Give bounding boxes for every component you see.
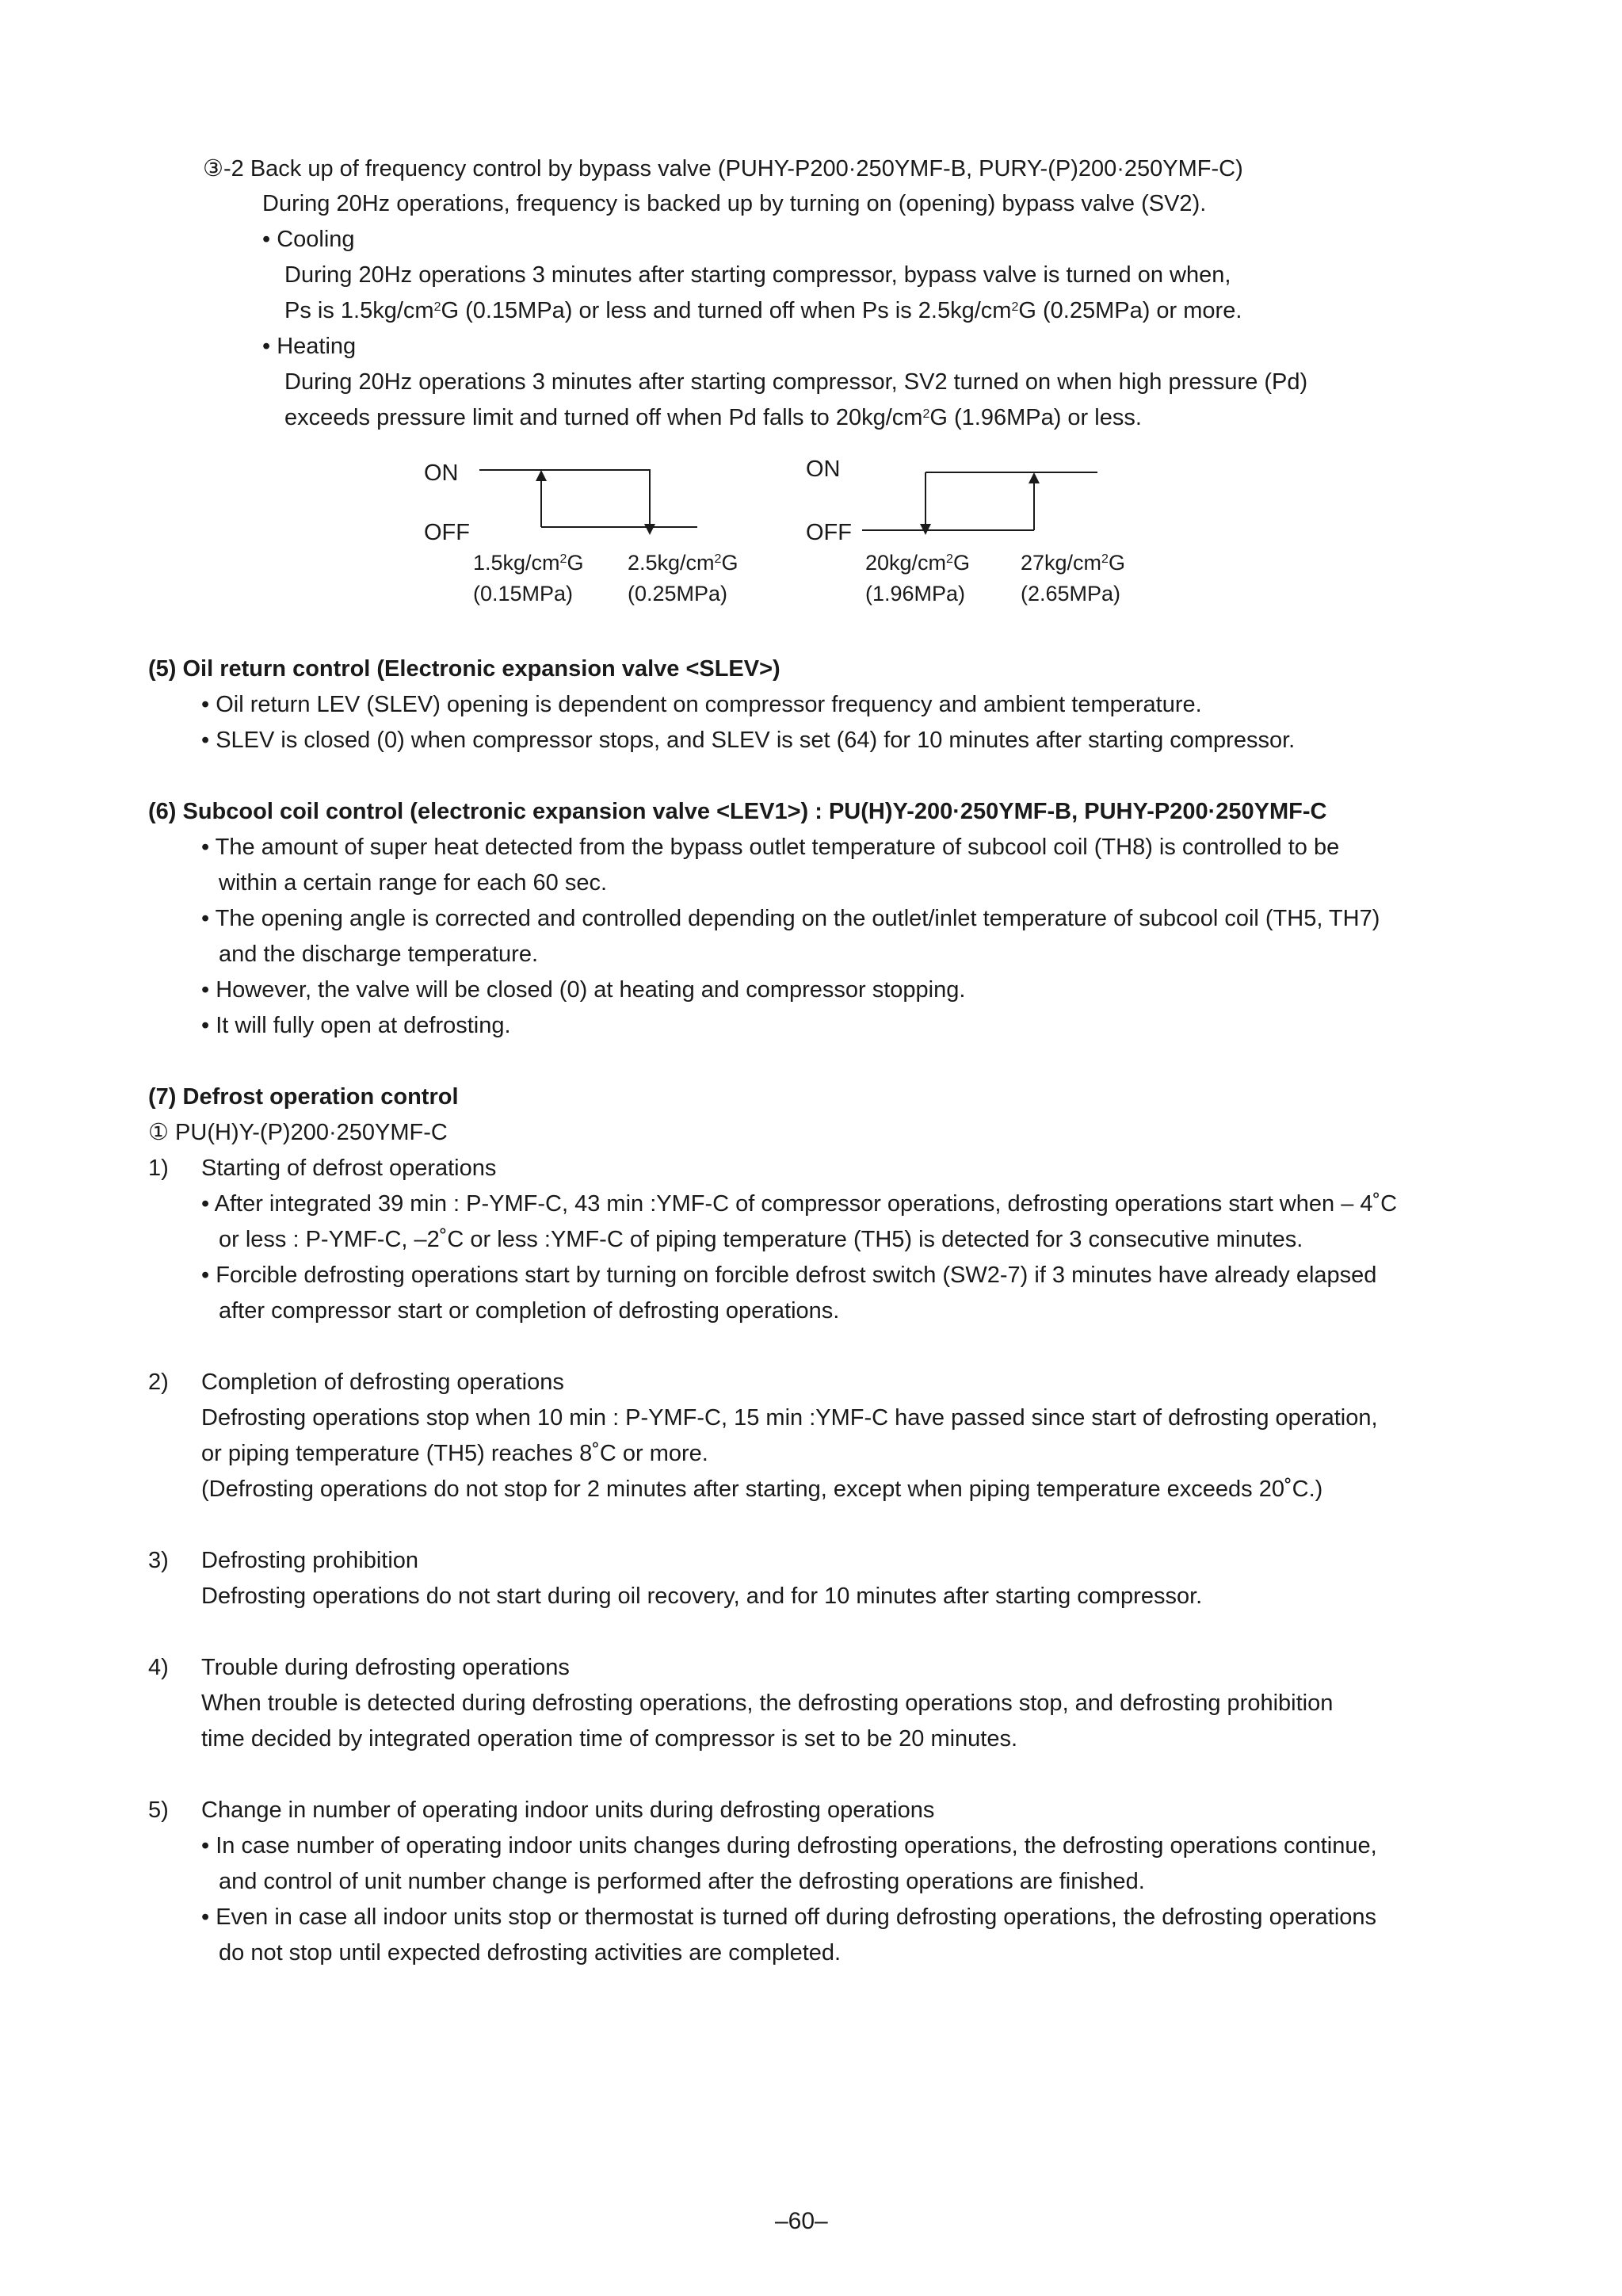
cooling-label: • Cooling	[262, 227, 355, 252]
right-off-label: OFF	[806, 520, 852, 545]
item-2-number: 2)	[148, 1370, 169, 1395]
item-4-title: Trouble during defrosting operations	[201, 1655, 570, 1680]
item-3-title: Defrosting prohibition	[201, 1548, 419, 1573]
section-6-bullet-2-cont: and the discharge temperature.	[219, 942, 539, 967]
heating-line-1: During 20Hz operations 3 minutes after starting compressor, SV2 turned on when high pressure (Pd)	[284, 369, 1308, 395]
item-1-number: 1)	[148, 1156, 169, 1181]
cooling-line-1: During 20Hz operations 3 minutes after starting compressor, bypass valve is turned on when,	[284, 262, 1231, 288]
item-5-number: 5)	[148, 1797, 169, 1823]
item-4-line-2: time decided by integrated operation time of compressor is set to be 20 minutes.	[201, 1726, 1018, 1752]
item-1-bullet-2-cont: after compressor start or completion of defrosting operations.	[219, 1298, 840, 1324]
item-1-bullet-1-cont: or less : P-YMF-C, –2˚C or less :YMF-C of piping temperature (TH5) is detected for 3 consecutive minutes.	[219, 1227, 1303, 1252]
item-1-bullet-1: • After integrated 39 min : P-YMF-C, 43 min :YMF-C of compressor operations, defrosting operations start when – 4˚C	[201, 1191, 1398, 1217]
section-7-title: (7) Defrost operation control	[148, 1084, 459, 1110]
section-3-2-heading: ③-2 Back up of frequency control by bypass valve (PUHY-P200·250YMF-B, PURY-(P)200·250YMF-C)	[203, 156, 1243, 181]
item-5-bullet-1: • In case number of operating indoor units changes during defrosting operations, the defrosting operations continue,	[201, 1833, 1377, 1859]
cooling-line-2: Ps is $1.5kg/cm^2G$ (0.15MPa) or less and turned off when Ps is $2.5kg/cm^2G$ (0.25MPa) or more.	[284, 298, 1242, 323]
left-threshold-2-mpa: (0.25MPa)	[628, 582, 728, 606]
right-threshold-1: $20kg/cm^2G$	[865, 551, 970, 575]
section-6-bullet-2: • The opening angle is corrected and controlled depending on the outlet/inlet temperature of subcool coil (TH5, TH7)	[201, 906, 1380, 931]
item-4-number: 4)	[148, 1655, 169, 1680]
item-3-line-1: Defrosting operations do not start during oil recovery, and for 10 minutes after starting compressor.	[201, 1584, 1203, 1609]
section-7-model: ① PU(H)Y-(P)200·250YMF-C	[148, 1120, 448, 1145]
section-6-bullet-3: • However, the valve will be closed (0) at heating and compressor stopping.	[201, 977, 966, 1003]
section-6-bullet-4: • It will fully open at defrosting.	[201, 1013, 511, 1038]
item-4-line-1: When trouble is detected during defrosting operations, the defrosting operations stop, and defrosting prohibition	[201, 1690, 1334, 1716]
item-5-title: Change in number of operating indoor units during defrosting operations	[201, 1797, 935, 1823]
right-on-label: ON	[806, 457, 841, 482]
heating-label: • Heating	[262, 334, 357, 359]
left-hysteresis-curve	[479, 470, 697, 529]
item-1-title: Starting of defrost operations	[201, 1156, 497, 1181]
left-threshold-1-mpa: (0.15MPa)	[473, 582, 574, 606]
section-5-bullet-2: • SLEV is closed (0) when compressor stops, and SLEV is set (64) for 10 minutes after starting compressor.	[201, 728, 1296, 753]
section-5-bullet-1: • Oil return LEV (SLEV) opening is dependent on compressor frequency and ambient temperature.	[201, 692, 1202, 717]
item-2-line-2: or piping temperature (TH5) reaches 8˚C or more.	[201, 1441, 708, 1466]
right-hysteresis-curve	[862, 472, 1097, 530]
item-5-bullet-2-cont: do not stop until expected defrosting activities are completed.	[219, 1940, 842, 1966]
item-2-line-1: Defrosting operations stop when 10 min : P-YMF-C, 15 min :YMF-C have passed since start of defrosting operation,	[201, 1405, 1378, 1431]
left-on-to-off-line	[479, 470, 650, 525]
heating-line-2: exceeds pressure limit and turned off when Pd falls to $20kg/cm^2G$ (1.96MPa) or less.	[284, 405, 1142, 430]
section-6-bullet-1: • The amount of super heat detected from the bypass outlet temperature of subcool coil (TH8) is controlled to be	[201, 835, 1340, 860]
item-3-number: 3)	[148, 1548, 169, 1573]
item-1-bullet-2: • Forcible defrosting operations start by turning on forcible defrost switch (SW2-7) if 3 minutes have already elapsed	[201, 1263, 1377, 1288]
item-5-bullet-2: • Even in case all indoor units stop or thermostat is turned off during defrosting operations, the defrosting operations	[201, 1904, 1377, 1930]
left-on-label: ON	[424, 460, 459, 486]
section-5-title: (5) Oil return control (Electronic expansion valve <SLEV>)	[148, 656, 780, 682]
item-2-line-3: (Defrosting operations do not stop for 2 minutes after starting, except when piping temperature exceeds 20˚C.)	[201, 1477, 1323, 1502]
section-6-bullet-1-cont: within a certain range for each 60 sec.	[219, 870, 608, 896]
item-2-title: Completion of defrosting operations	[201, 1370, 564, 1395]
left-threshold-2: $2.5kg/cm^2G$	[628, 551, 738, 575]
page-number: –60–	[775, 2208, 828, 2234]
item-5-bullet-1-cont: and control of unit number change is performed after the defrosting operations are finished.	[219, 1869, 1145, 1894]
section-6-title: (6) Subcool coil control (electronic expansion valve <LEV1>) : PU(H)Y-200·250YMF-B, PUHY-P200·250YMF-C	[148, 799, 1327, 824]
left-threshold-1: $1.5kg/cm^2G$	[473, 551, 584, 575]
right-threshold-1-mpa: (1.96MPa)	[865, 582, 966, 606]
right-threshold-2: $27kg/cm^2G$	[1021, 551, 1125, 575]
left-off-label: OFF	[424, 520, 470, 545]
right-threshold-2-mpa: (2.65MPa)	[1021, 582, 1121, 606]
bypass-intro: During 20Hz operations, frequency is backed up by turning on (opening) bypass valve (SV2).	[262, 191, 1207, 216]
